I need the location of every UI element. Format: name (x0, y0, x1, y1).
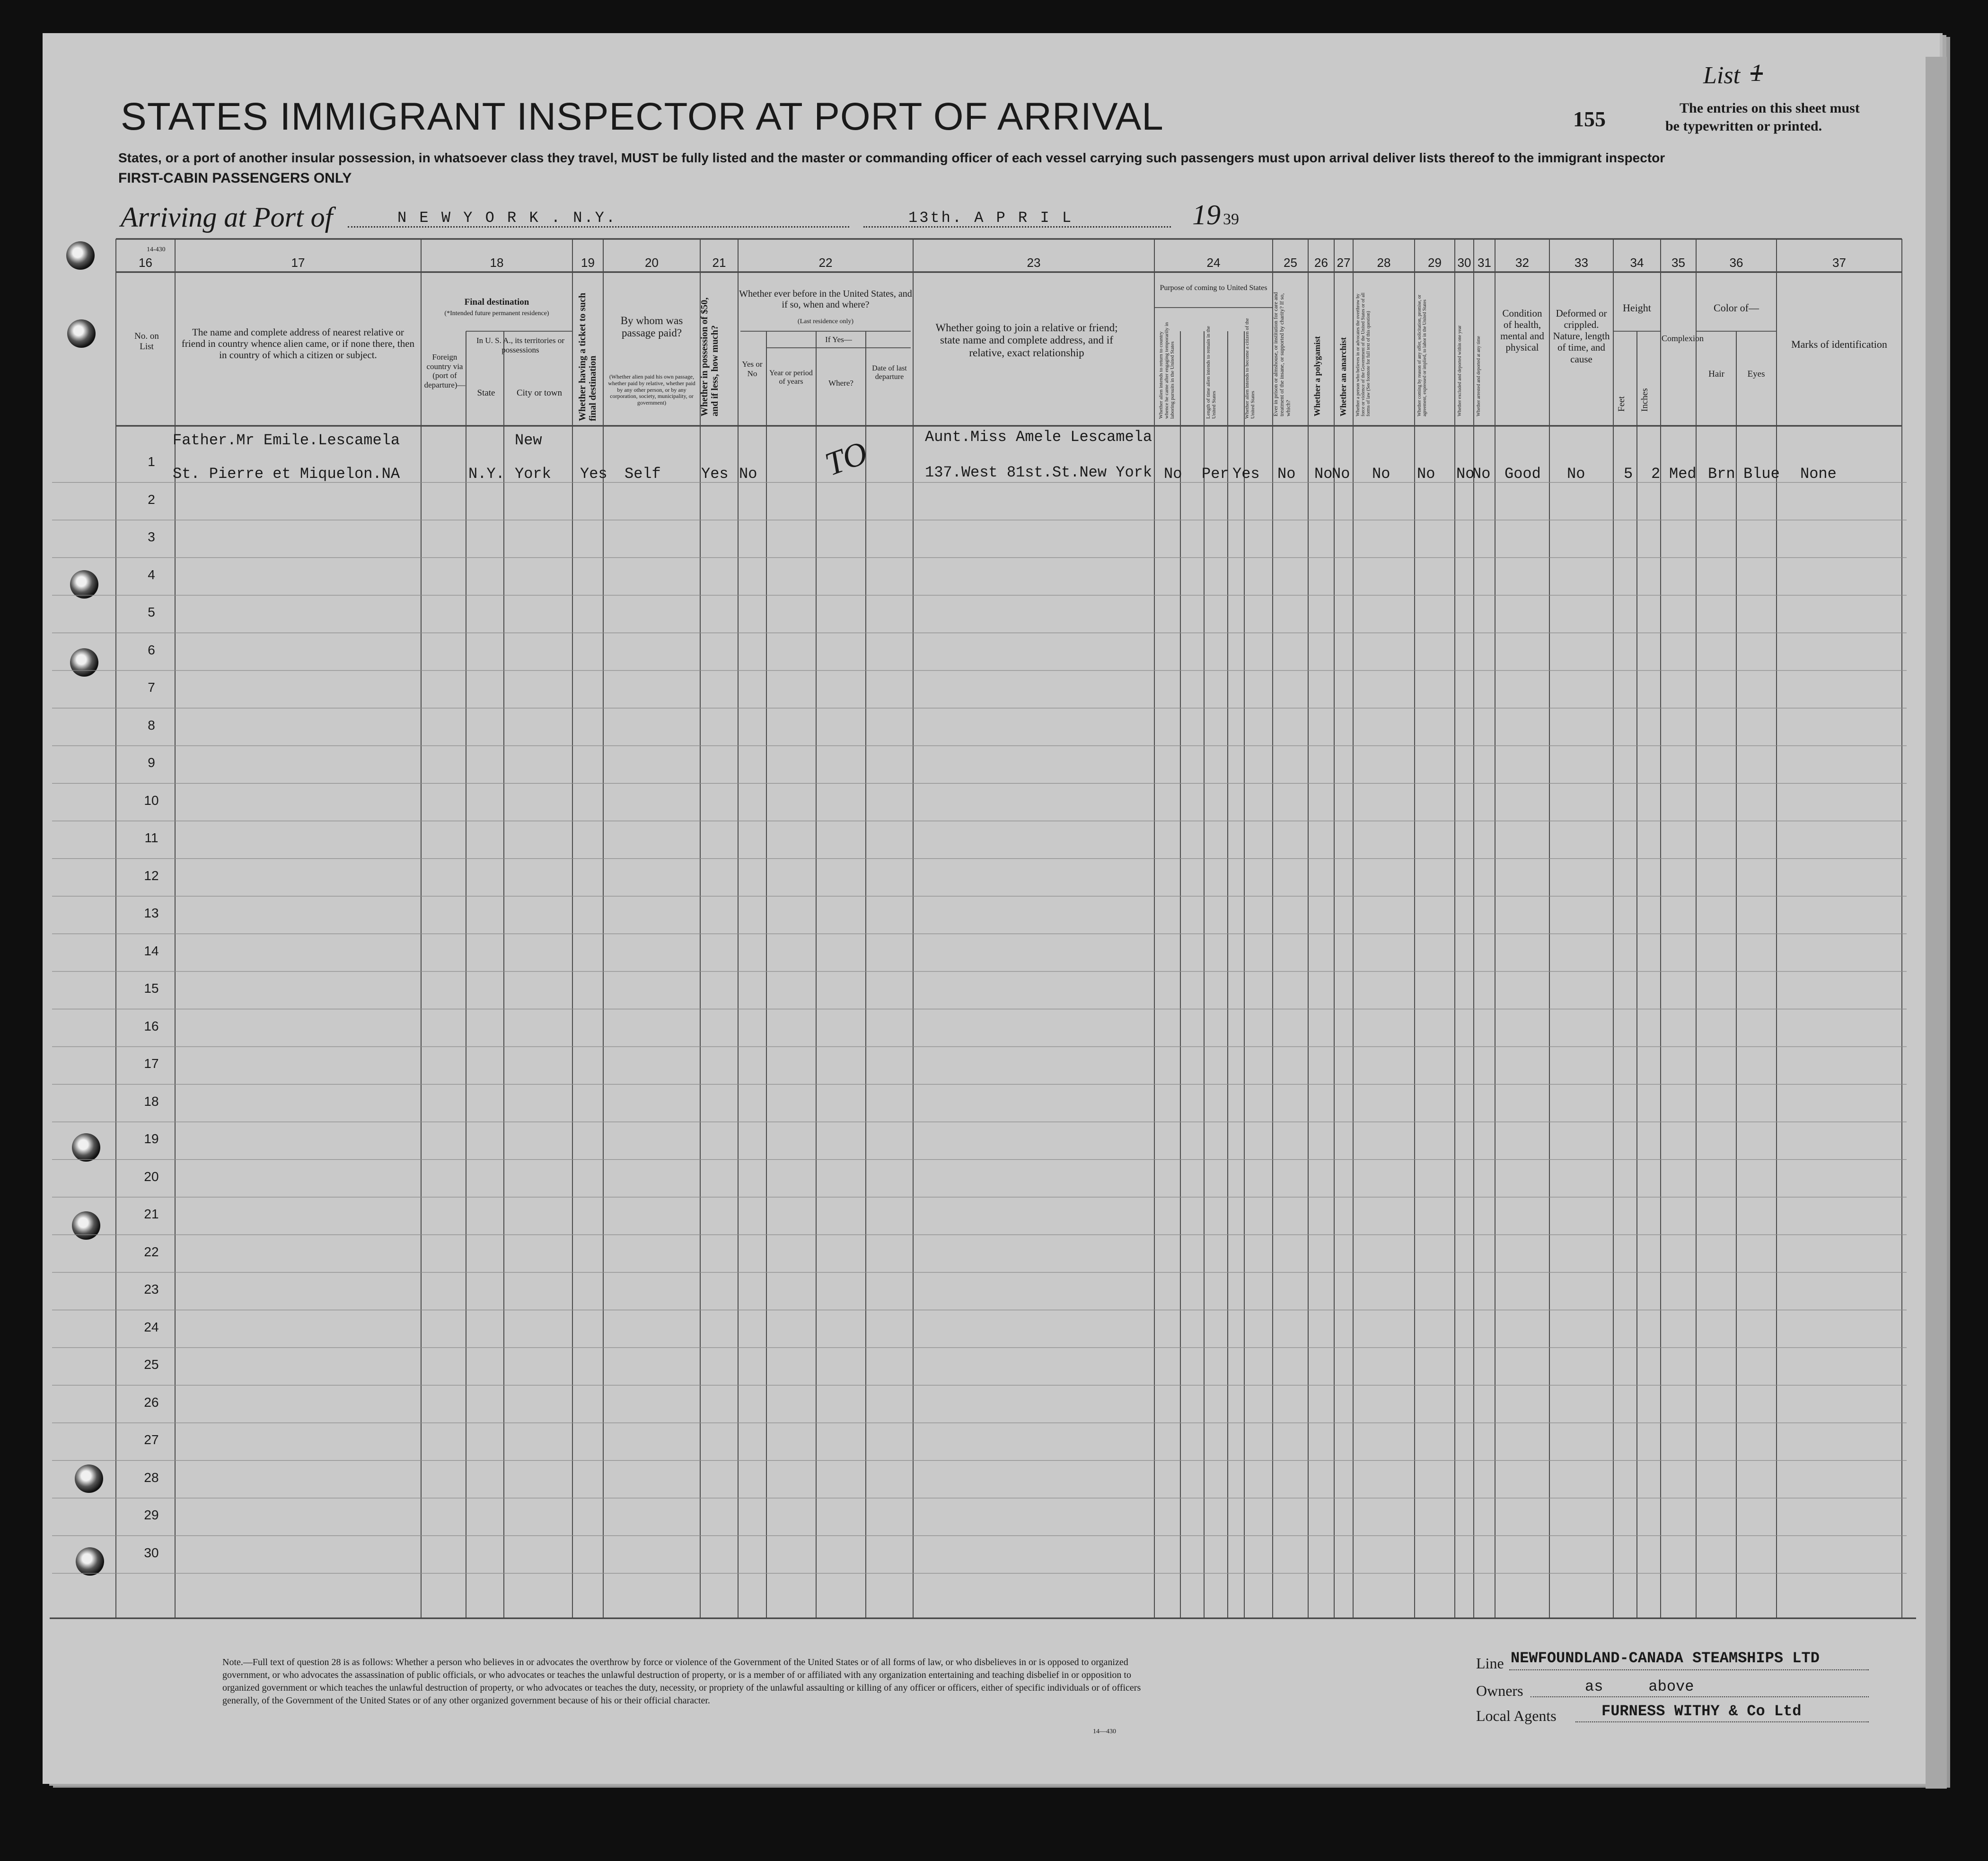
row-number: 11 (144, 830, 158, 845)
entry-feet: 5 (1624, 465, 1633, 483)
year-suffix: 39 (1223, 211, 1239, 228)
col18-city: City or town (516, 388, 563, 398)
entry-overthrow: No (1372, 465, 1390, 483)
col24-length: Length of time alien intends to remain in the United States (1205, 326, 1217, 419)
col34-header: Height (1623, 302, 1651, 314)
col27-header: Whether an anarchist (1338, 337, 1348, 416)
row-number: 30 (144, 1545, 159, 1560)
entry-excluded: No (1456, 465, 1475, 483)
entry-marks: None (1800, 465, 1837, 483)
row-number: 18 (144, 1094, 159, 1109)
column-number: 31 (1478, 256, 1491, 270)
col36-hair: Hair (1708, 369, 1724, 379)
row-number: 24 (144, 1319, 159, 1334)
col35-header: Complexion (1662, 334, 1704, 343)
column-number: 24 (1206, 256, 1221, 270)
col16-header: No. on List (134, 331, 159, 352)
entries-note-1: The entries on this sheet must (1680, 100, 1860, 116)
column-number: 33 (1575, 256, 1588, 270)
column-number: 20 (645, 256, 659, 270)
page-title: STATES IMMIGRANT INSPECTOR AT PORT OF ARRIVAL (121, 95, 1164, 138)
row-number: 22 (144, 1244, 159, 1259)
entry-length-of-stay: Per (1202, 465, 1229, 483)
agents-value: FURNESS WITHY & Co Ltd (1601, 1702, 1802, 1720)
col18-note: (*Intended future permanent residence) (444, 310, 549, 317)
row-number: 4 (148, 567, 155, 582)
column-number: 23 (1027, 256, 1041, 270)
col36-eyes: Eyes (1747, 369, 1765, 379)
row-number: 27 (144, 1432, 159, 1447)
column-number: 37 (1832, 256, 1846, 270)
row-number: 8 (148, 717, 155, 732)
entry-polygamist: No (1314, 465, 1333, 483)
agents-label: Local Agents (1476, 1707, 1557, 1724)
col37-header: Marks of identification (1791, 338, 1887, 350)
col22-date: Date of last departure (872, 364, 907, 381)
entry-purpose-return: No (1164, 465, 1182, 483)
col24-return: Whether alien intends to return to country whence he came after engaging temporarily in laboring pursuits in the United States (1158, 322, 1176, 419)
list-number: 1 (1750, 60, 1763, 87)
row-number: 21 (144, 1207, 159, 1221)
port-value: N E W Y O R K . N.Y. (397, 209, 617, 227)
row-number: 17 (144, 1056, 159, 1071)
row-number: 7 (148, 680, 155, 695)
form-code-top: 14-430 (147, 246, 166, 253)
entry-complexion: Med (1669, 465, 1697, 483)
col30-header: Whether excluded and deported within one year (1457, 325, 1462, 416)
list-label: List (1703, 62, 1741, 89)
date-dotted-line (863, 226, 1171, 228)
entry-deformed: No (1567, 465, 1585, 483)
page-number: 155 (1573, 107, 1606, 131)
col34-inches: Inches (1640, 388, 1650, 412)
entry-arrested: No (1472, 465, 1491, 483)
entries-note-2: be typewritten or printed. (1665, 118, 1822, 134)
row-number: 29 (144, 1508, 159, 1522)
instruction-text: States, or a port of another insular possession, in whatsoever class they travel, MUST be fully listed and the master or commanding officer of each vessel carrying such passengers must upon arrival deliver lists thereof to the immigrant inspector (118, 150, 1665, 165)
row-number: 19 (144, 1131, 159, 1146)
col20-header: By whom was passage paid? (620, 315, 683, 339)
entry-relative-address: St. Pierre et Miquelon.NA (173, 465, 400, 483)
entry-city-1: New (515, 432, 542, 449)
entry-eyes: Blue (1743, 465, 1780, 483)
entry-become-citizen: Yes (1232, 465, 1260, 483)
owners-value: as above (1585, 1678, 1694, 1695)
col22-yesno: Yes or No (742, 360, 763, 378)
col20-note: (Whether alien paid his own passage, whether paid by relative, whether paid by any other person, or by any corporation, society, municipality, or government) (608, 373, 695, 406)
col18-header: Final destination (464, 297, 529, 307)
column-number: 28 (1377, 256, 1391, 270)
handwritten-mark: TO (820, 434, 872, 483)
col22-years: Year or period of years (769, 369, 813, 386)
column-number: 18 (490, 256, 504, 270)
col19-header: Whether having a ticket to such final destination (577, 292, 598, 421)
entry-city-2: York (515, 465, 551, 483)
col18-usa: In U. S. A., its territories or possessions (476, 336, 565, 354)
row-number: 5 (148, 605, 155, 619)
agents-dotted (1575, 1721, 1869, 1722)
row-number: 3 (148, 529, 155, 544)
column-number: 21 (712, 256, 726, 270)
year-prefix: 19 (1192, 199, 1221, 230)
row-number: 16 (144, 1018, 159, 1033)
column-number: 34 (1630, 256, 1644, 270)
class-label: FIRST-CABIN PASSENGERS ONLY (118, 170, 352, 186)
col36-header: Color of— (1714, 302, 1759, 314)
col32-header: Condition of health, mental and physical (1500, 308, 1544, 353)
column-number: 17 (291, 256, 305, 270)
entry-has-50: Yes (701, 465, 729, 483)
column-number: 30 (1457, 256, 1471, 270)
entry-health: Good (1504, 465, 1541, 483)
entry-joining-name: Aunt.Miss Amele Lescamela (925, 428, 1152, 446)
column-number: 19 (581, 256, 595, 270)
column-number: 32 (1515, 256, 1529, 270)
entry-ticket: Yes (580, 465, 607, 483)
line-label: Line (1476, 1655, 1504, 1672)
row-number: 25 (144, 1357, 159, 1372)
row-number: 6 (148, 642, 155, 657)
col25-header: Ever in prison or almshouse, or institution for care and treatment of the insane, or supported by charity? If so, which? (1272, 292, 1292, 416)
date-value: 13th. A P R I L (908, 209, 1073, 227)
column-number: 25 (1284, 256, 1297, 270)
col22-where: Where? (828, 379, 853, 388)
row-number: 9 (148, 755, 155, 770)
col21-header: Whether in possession of $50, and if less, how much? (699, 297, 720, 416)
column-number: 35 (1671, 256, 1685, 270)
footnote-q28: Note.—Full text of question 28 is as follows: Whether a person who believes in or advocates the overthrow by force or violence of the Government of the United States or of all forms of law, or who disbelieves in or is opposed to organized government, or who advocates the assassination of public officials, or who advocates or teaches the unlawful destruction of property, or is a member of or affiliated with any organization entertaining and teaching disbelief in or opposition to organized government or which teaches the unlawful destruction of property, or who advocates or teaches the duty, necessity, or propriety of the unlawful assaulting or killing of any officer or officers, either of specific individuals or of officers generally, of the Government of the United States or of any other organized government because of his or their official character. (222, 1657, 1141, 1706)
row-number: 14 (144, 943, 159, 958)
arriving-label: Arriving at Port of (121, 202, 333, 233)
entry-state: N.Y. (468, 465, 505, 483)
col24-citizen: Whether alien intends to become a citizen of the United States (1244, 318, 1256, 419)
entry-joining-address: 137.West 81st.St.New York (925, 464, 1152, 481)
row-number: 2 (148, 492, 155, 507)
column-number: 27 (1337, 256, 1351, 270)
owners-label: Owners (1476, 1682, 1523, 1699)
entry-relative-name: Father.Mr Emile.Lescamela (173, 432, 400, 449)
footer-form-code: 14—430 (1093, 1728, 1116, 1735)
col22-note: (Last residence only) (797, 318, 854, 325)
column-number: 22 (818, 256, 833, 270)
col28-header: Whether a person who believes in or advocates the overthrow by force or violence of the Government of the United States or of all forms of law (See footnote for full text of this question) (1355, 292, 1371, 416)
row-number: 10 (144, 793, 159, 808)
col18-state: State (477, 388, 495, 398)
col31-header: Whether arrested and deported at any time (1476, 336, 1481, 416)
col22-ifyes: If Yes— (825, 335, 852, 344)
column-number: 16 (139, 256, 152, 270)
row-number: 28 (144, 1470, 159, 1485)
entry-offer-labor: No (1417, 465, 1435, 483)
col34-feet: Feet (1617, 396, 1627, 412)
entry-prison: No (1277, 465, 1296, 483)
port-dotted-line (348, 226, 849, 228)
entry-inches: 2 (1651, 465, 1661, 483)
col17-header: The name and complete address of nearest relative or friend in country whence alien came, or if none there, then in country of which a citizen or subject. (181, 326, 415, 361)
line-value: NEWFOUNDLAND-CANADA STEAMSHIPS LTD (1511, 1649, 1820, 1667)
row-number: 1 (148, 454, 155, 469)
col29-header: Whether coming by reason of any offer, solicitation, promise, or agreement, expressed or implied, to labor in the United States (1417, 294, 1427, 416)
line-dotted (1509, 1669, 1869, 1670)
column-number: 29 (1428, 256, 1442, 270)
column-number: 26 (1314, 256, 1328, 270)
entry-anarchist: No (1332, 465, 1350, 483)
row-number: 15 (144, 981, 159, 996)
col33-header: Deformed or crippled. Nature, length of time, and cause (1553, 308, 1610, 365)
col24-header: Purpose of coming to United States (1160, 284, 1267, 292)
entry-paid-by: Self (625, 465, 661, 483)
column-number: 36 (1729, 256, 1743, 270)
col26-header: Whether a polygamist (1312, 336, 1322, 416)
row-number: 26 (144, 1394, 159, 1410)
row-number: 20 (144, 1169, 159, 1184)
col18-foreign: Foreign country via (port of departure)— (424, 353, 466, 389)
col22-header: Whether ever before in the United States, and if so, when and where? (739, 289, 912, 310)
row-number: 13 (144, 906, 159, 920)
col23-header: Whether going to join a relative or friend; state name and complete address, and if relative, exact relationship (935, 322, 1118, 359)
row-number: 23 (144, 1282, 159, 1297)
entry-hair: Brn (1708, 465, 1735, 483)
entry-before-in-us: No (739, 465, 757, 483)
owners-dotted (1531, 1696, 1869, 1697)
row-number: 12 (144, 868, 159, 883)
